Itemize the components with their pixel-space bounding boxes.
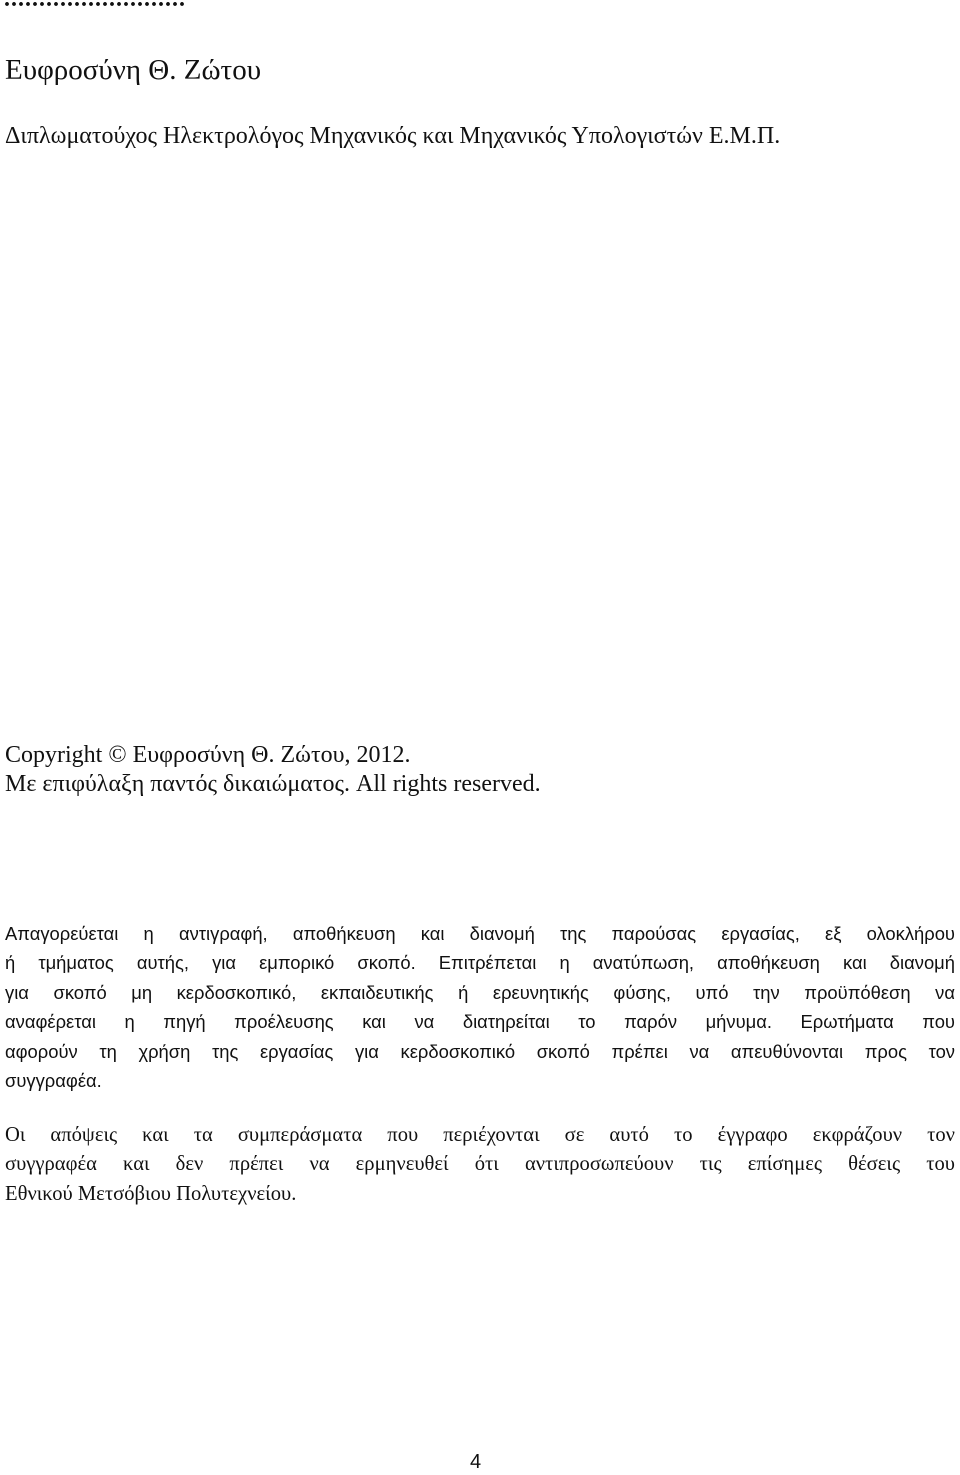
paragraph-line: συγγραφέα.	[5, 1070, 102, 1092]
paragraph-line: αφορούν τη χρήση της εργασίας για κερδοσκοπικό σκοπό πρέπει να απευθύνονται προς τον	[5, 1040, 955, 1062]
paragraph-line: για σκοπό μη κερδοσκοπικό, εκπαιδευτικής ή ερευνητικής φύσης, υπό την προϋπόθεση να	[5, 981, 955, 1003]
paragraph-line: αναφέρεται η πηγή προέλευσης και να διατηρείται το παρόν μήνυμα. Ερωτήματα που	[5, 1011, 955, 1033]
author-name: Ευφροσύνη Θ. Ζώτου	[5, 54, 262, 86]
paragraph-line: Οι απόψεις και τα συμπεράσματα που περιέχονται σε αυτό το έγγραφο εκφράζουν τον	[5, 1124, 955, 1146]
rights-reserved-notice: Με επιφύλαξη παντός δικαιώματος. All rights reserved.	[5, 771, 541, 797]
author-degree: Διπλωματούχος Ηλεκτρολόγος Μηχανικός και Μηχανικός Υπολογιστών Ε.Μ.Π.	[5, 123, 781, 149]
copyright-notice: Copyright © Ευφροσύνη Θ. Ζώτου, 2012.	[5, 742, 411, 768]
paragraph-line: Εθνικού Μετσόβιου Πολυτεχνείου.	[5, 1182, 297, 1205]
disclaimer-paragraph	[5, 1121, 955, 1209]
paragraph-line: Απαγορεύεται η αντιγραφή, αποθήκευση και διανομή της παρούσας εργασίας, εξ ολοκλήρου	[5, 923, 955, 944]
paragraph-line: ή τμήματος αυτής, για εμπορικό σκοπό. Επιτρέπεται η ανατύπωση, αποθήκευση και διανομή	[5, 952, 955, 974]
page-number: 4	[470, 1451, 482, 1473]
dotted-separator	[4, 0, 186, 13]
copying-restrictions-paragraph	[5, 919, 955, 1095]
paragraph-line: συγγραφέα και δεν πρέπει να ερμηνευθεί ότι αντιπροσωπεύουν τις επίσημες θέσεις του	[5, 1153, 955, 1176]
